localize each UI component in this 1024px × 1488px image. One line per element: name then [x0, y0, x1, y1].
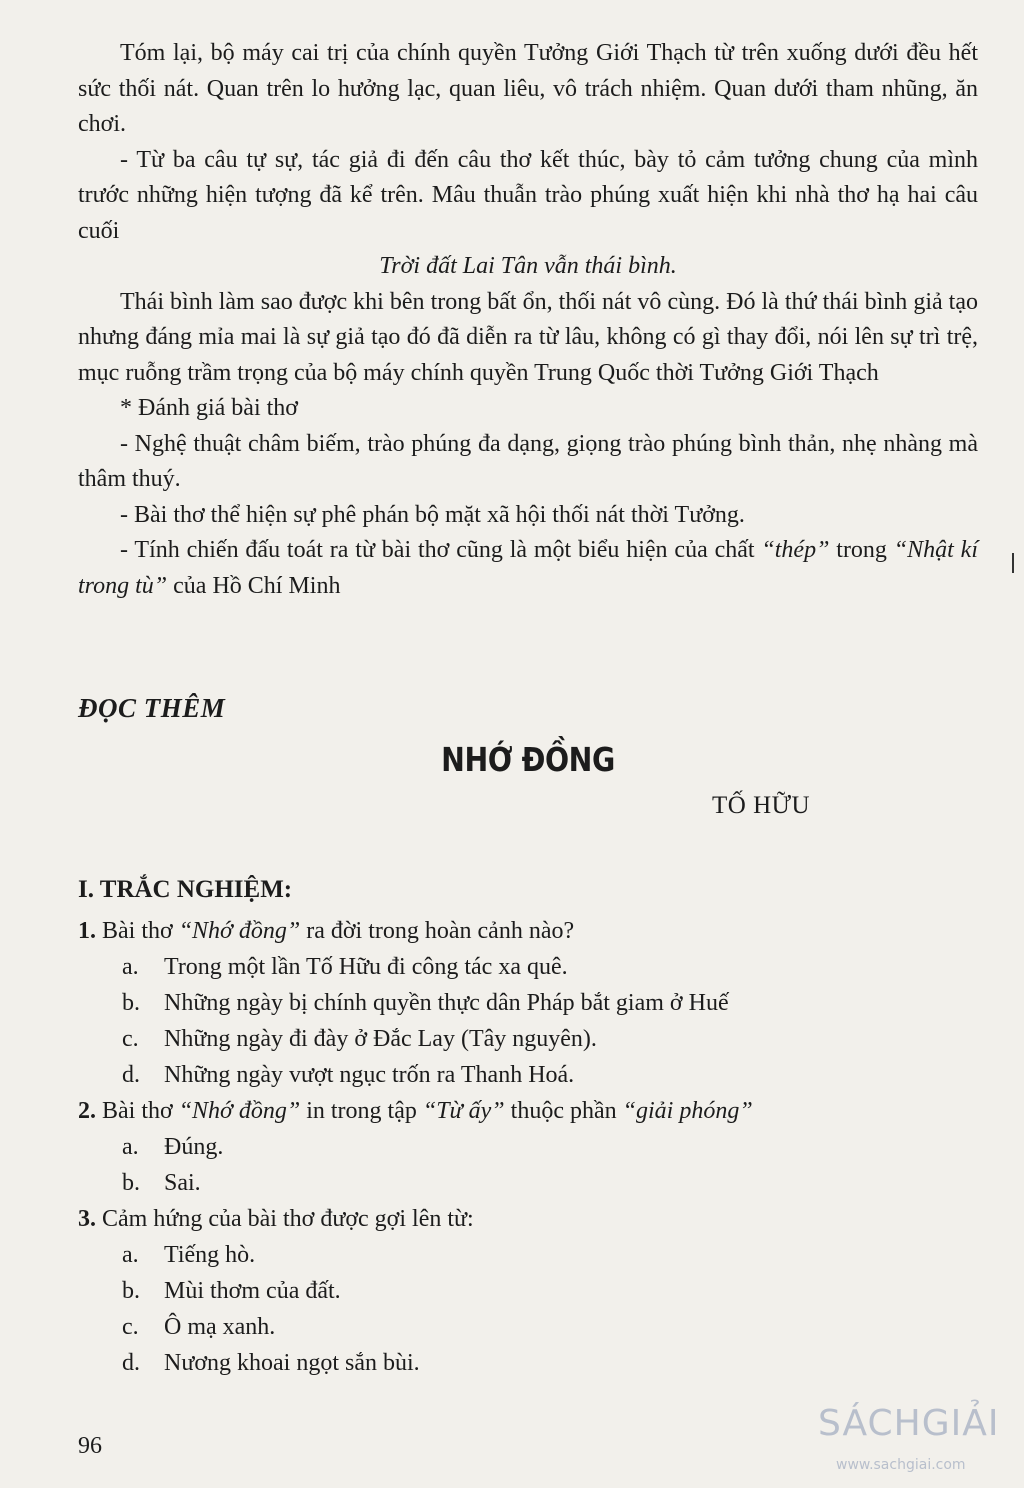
- option-item: a. Tiếng hò.: [122, 1242, 256, 1268]
- page-number: 96: [78, 1433, 102, 1459]
- poem-author: TỐ HỮU: [712, 792, 811, 819]
- option-item: c. Những ngày đi đày ở Đắc Lay (Tây nguyên).: [122, 1026, 597, 1052]
- evaluation-item-last: - Tính chiến đấu toát ra từ bài thơ cũng là một biểu hiện của chất “thép” trong “Nhật kí trong tù” của Hồ Chí Minh: [78, 537, 978, 599]
- question-list: [78, 913, 978, 1381]
- evaluation-heading: * Đánh giá bài thơ: [120, 395, 298, 421]
- evaluation-item: - Nghệ thuật châm biếm, trào phúng đa dạng, giọng trào phúng bình thản, nhẹ nhàng mà thâm thuý.: [78, 430, 978, 492]
- scan-mark: [1012, 553, 1014, 573]
- watermark-logo: SÁCHGIẢI: [818, 1403, 1000, 1444]
- watermark-url: www.sachgiai.com: [836, 1457, 966, 1473]
- question-3: 3. Cảm hứng của bài thơ được gợi lên từ:: [78, 1206, 474, 1232]
- paragraph-peace: Thái bình làm sao được khi bên trong bất ổn, thối nát vô cùng. Đó là thứ thái bình giả tạo nhưng đáng mỉa mai là sự giả tạo đó đã diễn ra từ lâu, không có gì thay đổi, nói lên sự trì trệ, mục ruỗng trầm trọng của bộ máy chính quyền Trung Quốc thời Tưởng Giới Thạch: [78, 288, 978, 386]
- question-1: 1. Bài thơ “Nhớ đồng” ra đời trong hoàn cảnh nào?: [78, 918, 575, 944]
- paragraph-analysis: - Từ ba câu tự sự, tác giả đi đến câu thơ kết thúc, bày tỏ cảm tưởng chung của mình trước những hiện tượng đã kể trên. Mâu thuẫn trào phúng xuất hiện khi nhà thơ hạ hai câu cuối: [78, 146, 978, 244]
- option-item: d. Nương khoai ngọt sắn bùi.: [122, 1350, 420, 1376]
- paragraph-summary: Tóm lại, bộ máy cai trị của chính quyền Tưởng Giới Thạch từ trên xuống dưới đều hết sức thối nát. Quan trên lo hưởng lạc, quan liêu, vô trách nhiệm. Quan dưới tham nhũng, ăn chơi.: [78, 40, 978, 137]
- poem-title: NHỚ ĐỒNG: [441, 740, 615, 779]
- evaluation-item: - Bài thơ thể hiện sự phê phán bộ mặt xã hội thối nát thời Tưởng.: [120, 501, 745, 528]
- question-2: 2. Bài thơ “Nhớ đồng” in trong tập “Từ ấy” thuộc phần “giải phóng”: [78, 1098, 753, 1124]
- option-item: c. Ô mạ xanh.: [122, 1314, 276, 1340]
- option-item: b. Mùi thơm của đất.: [122, 1278, 341, 1304]
- option-item: d. Những ngày vượt ngục trốn ra Thanh Hoá.: [122, 1062, 575, 1088]
- option-item: a. Trong một lần Tố Hữu đi công tác xa quê.: [122, 954, 568, 980]
- option-item: a. Đúng.: [122, 1134, 224, 1160]
- part-heading: I. TRẮC NGHIỆM:: [78, 876, 293, 903]
- section-heading: ĐỌC THÊM: [78, 693, 226, 723]
- intro-text: [78, 36, 978, 604]
- poem-quote: Trời đất Lai Tân vẫn thái bình.: [379, 253, 677, 279]
- watermark: [818, 1385, 1018, 1485]
- option-item: b. Sai.: [122, 1170, 201, 1196]
- option-item: b. Những ngày bị chính quyền thực dân Pháp bắt giam ở Huế: [122, 990, 729, 1016]
